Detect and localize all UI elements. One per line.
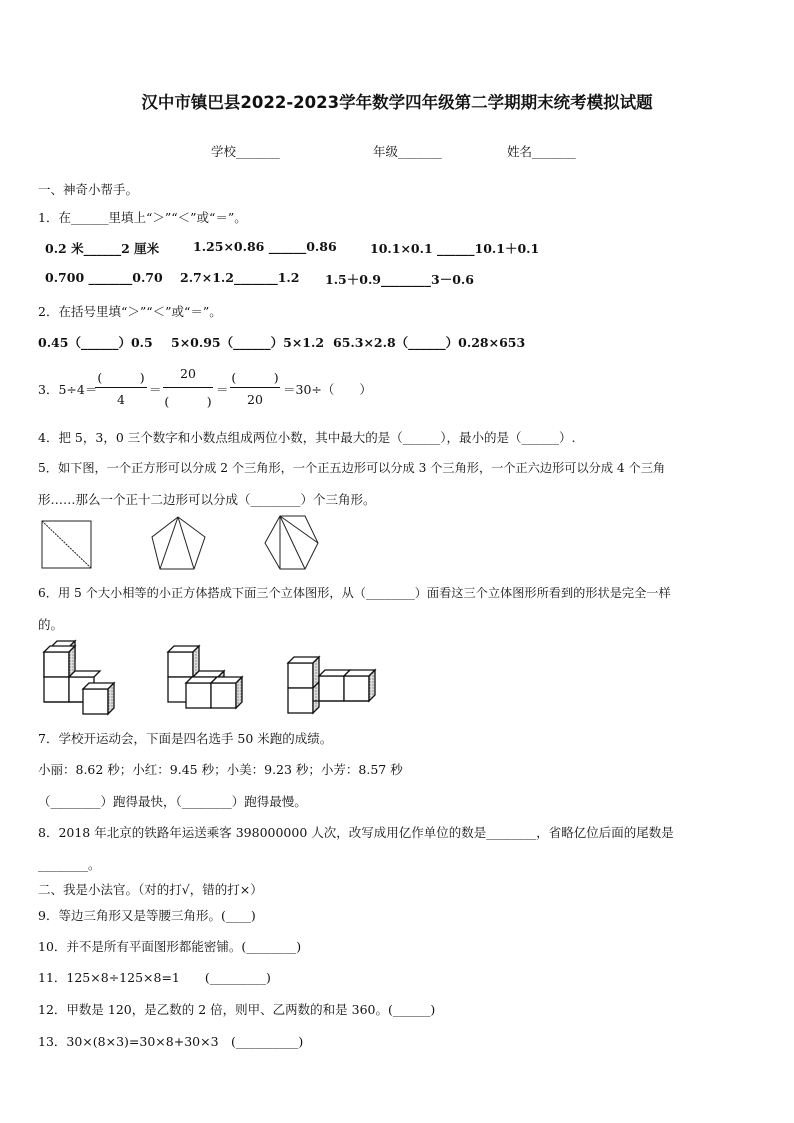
q8-line2: ________。 (38, 857, 101, 872)
equals-sign: ＝ (149, 382, 162, 397)
grade-field: 年级_______ (373, 144, 442, 159)
q3-frac1-num: ( ) (97, 370, 145, 385)
q5-line1: 5．如下图，一个正方形可以分成 2 个三角形，一个正五边形可以分成 3 个三角形，一个正六边形可以分成 4 个三角 (38, 461, 666, 475)
cube-figure-2 (168, 646, 242, 708)
q2-item: 5×0.95（______）5×1.2 (171, 335, 325, 350)
equals-sign: ＝ (216, 382, 229, 397)
cube-figure-3 (288, 657, 375, 713)
q3-frac2-den: ( ) (164, 394, 212, 409)
q1-item: 0.2 米______2 厘米 (45, 241, 160, 256)
section2-heading: 二、我是小法官。（对的打√，错的打×） (38, 882, 263, 897)
q1-item: 10.1×0.1 ______10.1＋0.1 (370, 241, 540, 256)
q11-text: 11．125×8÷125×8=1 (_________) (38, 970, 271, 985)
q7-prompt: 7．学校开运动会，下面是四名选手 50 米跑的成绩。 (38, 731, 333, 746)
q1-item: 1.5＋0.9________3－0.6 (325, 272, 474, 287)
q8-line1: 8．2018 年北京的铁路年运送乘客 398000000 人次，改写成用亿作单位的数是________，省略亿位后面的尾数是 (38, 825, 674, 840)
q3-start: 3．5÷4＝ (38, 382, 98, 397)
q3-end: ＝30÷（ ） (283, 382, 372, 397)
q4-text: 4．把 5，3，0 三个数字和小数点组成两位小数，其中最大的是（______），最小的是（______）. (38, 430, 576, 445)
school-field: 学校_______ (211, 144, 280, 159)
q9-text: 9．等边三角形又是等腰三角形。(____) (38, 908, 256, 923)
q6-line1: 6．用 5 个大小相等的小正方体搭成下面三个立体图形，从（________）面看这三个立体图形所看到的形状是完全一样 (38, 586, 671, 600)
name-field: 姓名_______ (507, 144, 576, 159)
q10-text: 10．并不是所有平面图形都能密铺。(________) (38, 939, 302, 954)
q3-frac3-den: 20 (247, 392, 263, 407)
q1-item: 2.7×1.2_______1.2 (180, 270, 300, 285)
section1-heading: 一、神奇小帮手。 (38, 182, 139, 197)
q1-item: 0.700 _______0.70 (45, 270, 163, 285)
q1-prompt: 1．在______里填上“＞”“＜”或“＝”。 (38, 210, 247, 225)
q2-prompt: 2．在括号里填“＞”“＜”或“＝”。 (38, 304, 222, 319)
q2-item: 65.3×2.8（______）0.28×653 (333, 335, 526, 350)
q6-line2: 的。 (38, 617, 64, 632)
q5-line2: 形……那么一个正十二边形可以分成（________）个三角形。 (38, 492, 376, 507)
q3-frac2-num: 20 (180, 366, 196, 381)
q2-item: 0.45（______）0.5 (38, 335, 153, 350)
cube-figure-1 (44, 641, 114, 714)
q1-item: 1.25×0.86 ______0.86 (193, 239, 337, 254)
q13-text: 13．30×(8×3)=30×8+30×3 (__________) (38, 1034, 304, 1049)
q7-data: 小丽：8.62 秒；小红：9.45 秒；小美：9.23 秒；小芳：8.57 秒 (38, 762, 403, 777)
q3-frac3-num: ( ) (231, 370, 279, 385)
page-title: 汉中市镇巴县2022-2023学年数学四年级第二学期期末统考模拟试题 (141, 93, 653, 112)
q7-answer: （________）跑得最快，（________）跑得最慢。 (38, 794, 307, 809)
q12-text: 12．甲数是 120，是乙数的 2 倍，则甲、乙两数的和是 360。(______) (38, 1002, 436, 1017)
q3-frac1-den: 4 (117, 392, 125, 407)
